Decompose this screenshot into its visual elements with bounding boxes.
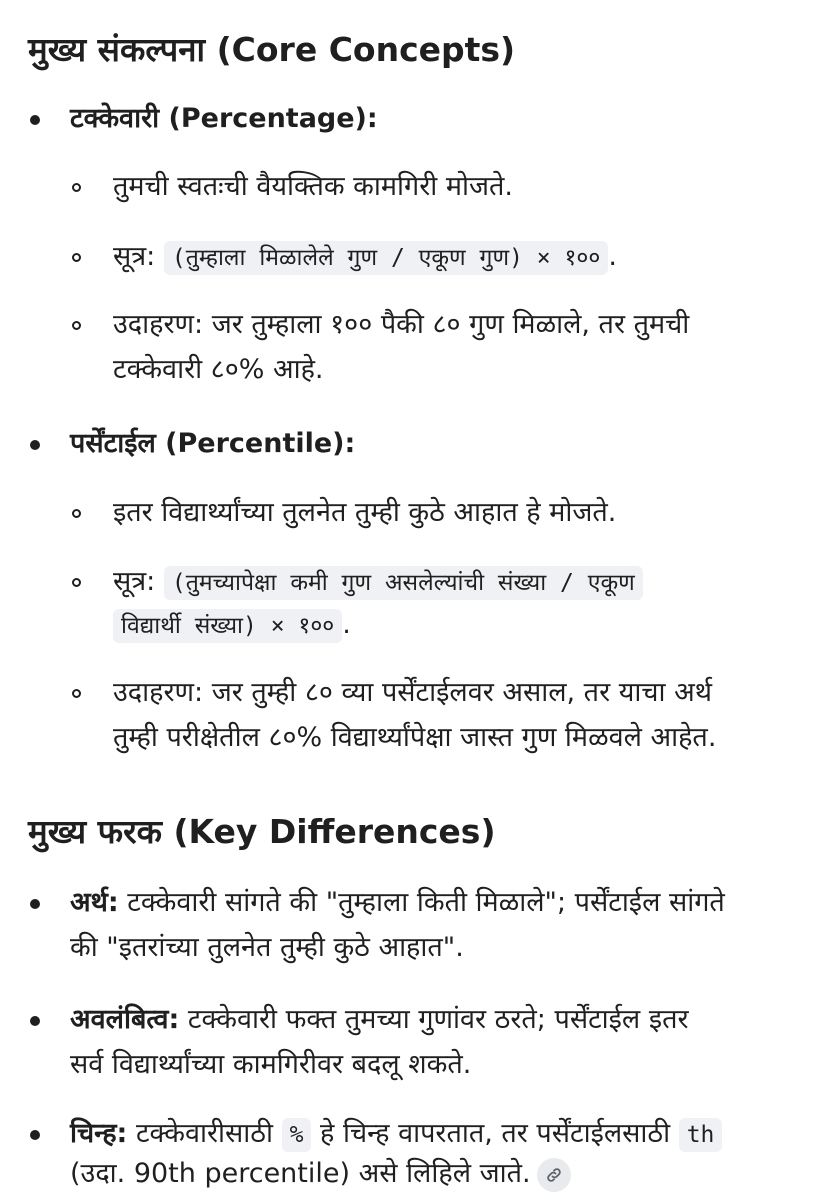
percentile-formula-line1 (113, 562, 643, 603)
percentile-measure: इतर विद्यार्थ्यांच्या तुलनेत तुम्ही कुठे आहात हे मोजते. (113, 497, 617, 528)
percentile-formula-line2 (113, 605, 351, 646)
bullet (30, 1016, 40, 1026)
formula-label: सूत्र: (113, 566, 156, 597)
bullet (30, 1130, 40, 1140)
percentile-example-line1: उदाहरण: जर तुम्ही ८० व्या पर्सेंटाईलवर असाल, तर याचा अर्थ (113, 677, 712, 708)
symbol-line2 (70, 1154, 571, 1194)
sub-bullet (72, 253, 81, 262)
sub-bullet (72, 689, 81, 698)
core-concepts-heading: मुख्य संकल्पना (Core Concepts) (28, 30, 516, 69)
percentage-title: टक्केवारी (Percentage): (70, 103, 378, 134)
percentage-formula (113, 237, 617, 278)
percentile-formula-code-line1: (तुमच्यापेक्षा कमी गुण असलेल्यांची संख्या / एकूण (164, 566, 643, 600)
symbol-text1: टक्केवारीसाठी (135, 1118, 273, 1149)
sub-bullet (72, 509, 81, 518)
formula-end: . (342, 609, 351, 640)
th-symbol-code: th (679, 1118, 723, 1152)
percentage-formula-code: (तुम्हाला मिळालेले गुण / एकूण गुण) × १०० (164, 241, 608, 275)
symbol-text2: हे चिन्ह वापरतात, तर पर्सेंटाईलसाठी (320, 1118, 671, 1149)
link-icon[interactable] (537, 1158, 571, 1192)
dependence-label: अवलंबित्व: (70, 1004, 180, 1035)
dependence-line1 (70, 1000, 689, 1040)
percentage-example-line1: उदाहरण: जर तुम्हाला १०० पैकी ८० गुण मिळाले, तर तुमची (113, 309, 690, 340)
symbol-line1 (70, 1114, 722, 1155)
meaning-label: अर्थ: (70, 887, 119, 918)
percentage-example-line2: टक्केवारी ८०% आहे. (113, 354, 324, 385)
dependence-line2: सर्व विद्यार्थ्यांच्या कामगिरीवर बदलू शकते. (70, 1049, 472, 1080)
meaning-line2: की "इतरांच्या तुलनेत तुम्ही कुठे आहात". (70, 932, 464, 963)
sub-bullet (72, 183, 81, 192)
formula-label: सूत्र: (113, 241, 156, 272)
percentile-title: पर्सेंटाईल (Percentile): (70, 428, 356, 459)
formula-end: . (608, 241, 617, 272)
percent-symbol-code: % (282, 1118, 312, 1152)
key-differences-heading: मुख्य फरक (Key Differences) (28, 812, 496, 851)
percentile-formula-code-line2: विद्यार्थी संख्या) × १०० (113, 609, 342, 643)
symbol-line2-text: (उदा. 90th percentile) असे लिहिले जाते. (70, 1158, 531, 1189)
meaning-line1 (70, 883, 725, 923)
bullet (30, 115, 40, 125)
symbol-label: चिन्ह: (70, 1118, 128, 1149)
meaning-text: टक्केवारी सांगते की "तुम्हाला किती मिळाले"; पर्सेंटाईल सांगते (127, 887, 725, 918)
percentile-example-line2: तुम्ही परीक्षेतील ८०% विद्यार्थ्यांपेक्षा जास्त गुण मिळवले आहेत. (113, 722, 717, 753)
sub-bullet (72, 321, 81, 330)
percentage-measure: तुमची स्वतःची वैयक्तिक कामगिरी मोजते. (113, 171, 514, 202)
dependence-text: टक्केवारी फक्त तुमच्या गुणांवर ठरते; पर्सेंटाईल इतर (187, 1004, 689, 1035)
sub-bullet (72, 578, 81, 587)
bullet (30, 899, 40, 909)
bullet (30, 440, 40, 450)
